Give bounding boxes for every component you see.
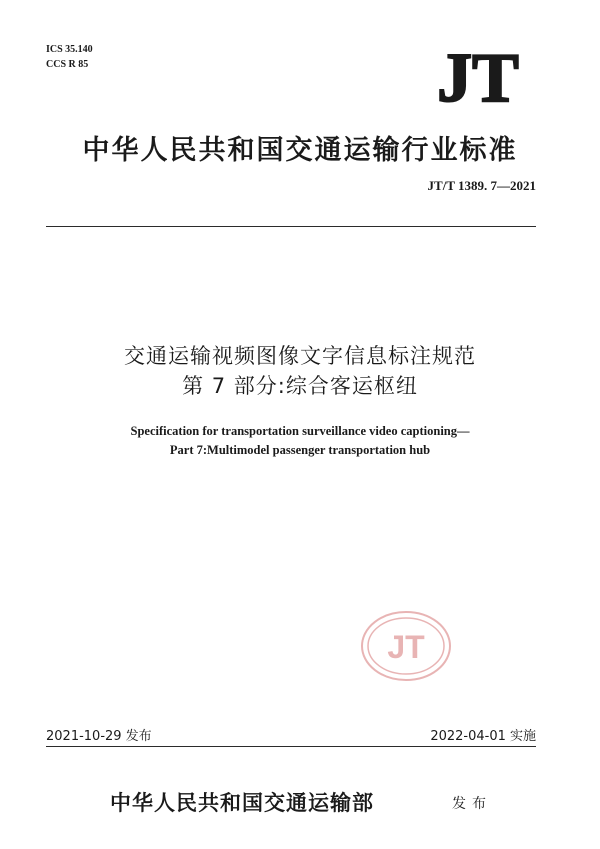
standard-category-title: 中华人民共和国交通运输行业标准 bbox=[82, 135, 518, 166]
bottom-divider bbox=[46, 746, 536, 747]
jt-watermark-seal bbox=[360, 610, 452, 682]
watermark-text: JT bbox=[387, 629, 425, 665]
standard-number: JT/T 1389. 7—2021 bbox=[427, 178, 536, 193]
issuing-authority: 中华人民共和国交通运输部 bbox=[110, 790, 374, 815]
english-title-line-1: Specification for transportation surveillance video captioning— bbox=[130, 424, 470, 438]
chinese-title-line-2: 第 7 部分:综合客运枢纽 bbox=[182, 374, 418, 398]
top-divider bbox=[46, 226, 536, 227]
issue-label: 发布 bbox=[452, 796, 492, 812]
jt-logo-text: JT bbox=[437, 46, 519, 104]
chinese-title-line-1: 交通运输视频图像文字信息标注规范 bbox=[124, 344, 476, 368]
classification-codes bbox=[46, 42, 93, 72]
ics-code: ICS 35.140 bbox=[46, 44, 93, 55]
english-title-line-2: Part 7:Multimodel passenger transportation hub bbox=[169, 443, 431, 457]
jt-logo bbox=[418, 46, 538, 104]
ccs-code: CCS R 85 bbox=[46, 59, 89, 70]
implementation-date: 2022-04-01 实施 bbox=[430, 729, 536, 744]
publish-date: 2021-10-29 发布 bbox=[46, 729, 152, 744]
